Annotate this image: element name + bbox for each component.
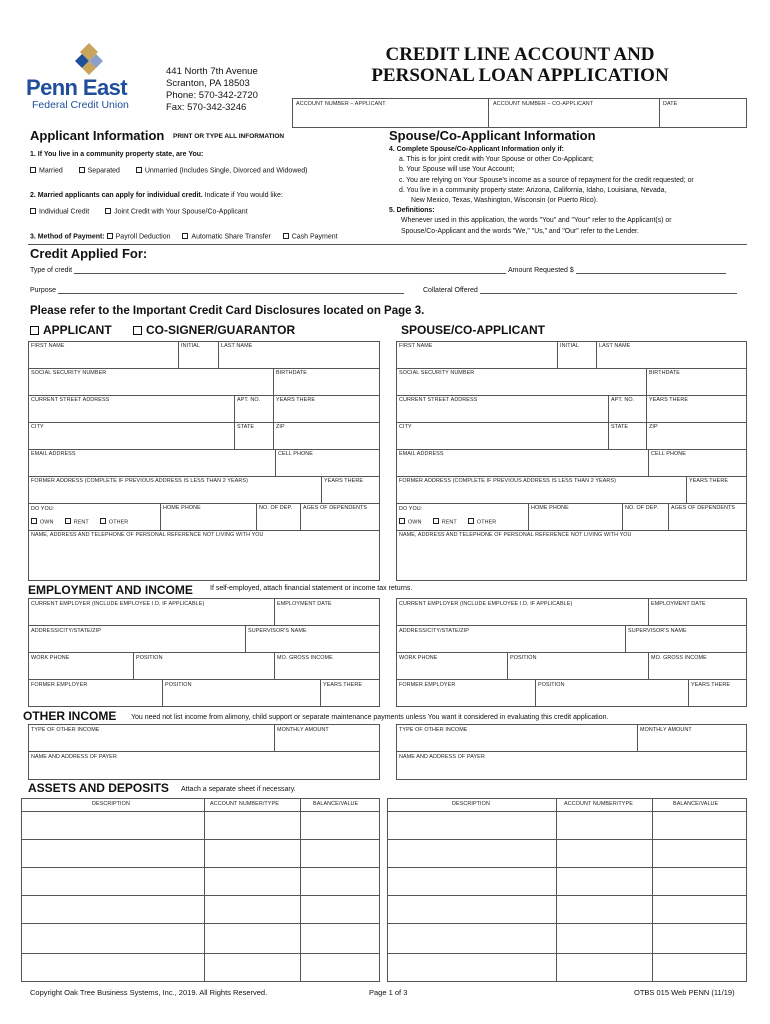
applicant-assets-col-description: DESCRIPTION (92, 801, 130, 807)
spouse-info-heading: Spouse/Co-Applicant Information (389, 128, 596, 143)
cosigner-label: CO-SIGNER/GUARANTOR (146, 323, 296, 337)
cash-payment-checkbox[interactable] (283, 233, 289, 239)
item4-d-cont: New Mexico, Texas, Washington, Wisconsin (or Puerto Rico). (411, 197, 598, 205)
logo-name: Penn East (26, 75, 127, 100)
address-street: 441 North 7th Avenue (166, 66, 258, 77)
joint-credit-label: Joint Credit with Your Spouse/Co-Applicant (114, 208, 248, 216)
applicant-no-dep-field[interactable]: NO. OF DEP. (259, 505, 293, 511)
item5-text: 5. Definitions: (389, 207, 435, 215)
address-phone: Phone: 570-342-2720 (166, 90, 258, 101)
applicant-rent-checkbox[interactable] (65, 518, 71, 524)
spouse-former-address-field[interactable]: FORMER ADDRESS (COMPLETE IF PREVIOUS ADDRESS IS LESS THAN 2 YEARS) (399, 478, 616, 484)
applicant-email-field[interactable]: EMAIL ADDRESS (31, 451, 76, 457)
spouse-gross-income-field[interactable]: MO. GROSS INCOME (651, 655, 707, 661)
auto-share-transfer-checkbox[interactable] (182, 233, 188, 239)
spouse-apt-field[interactable]: APT. NO. (611, 397, 635, 403)
applicant-ssn-field[interactable]: SOCIAL SECURITY NUMBER (31, 370, 107, 376)
spouse-rent-label: RENT (441, 519, 457, 526)
spouse-ssn-field[interactable]: SOCIAL SECURITY NUMBER (399, 370, 475, 376)
spouse-cell-field[interactable]: CELL PHONE (651, 451, 686, 457)
purpose-label: Purpose (30, 287, 57, 294)
spouse-employer-address-field[interactable]: ADDRESS/CITY/STATE/ZIP (399, 628, 469, 634)
spouse-home-phone-field[interactable]: HOME PHONE (531, 505, 569, 511)
q2-rest: Indicate if You would like: (202, 192, 283, 199)
form-title (330, 44, 710, 86)
spouse-own-label: OWN (408, 519, 422, 526)
applicant-current-employer-field[interactable]: CURRENT EMPLOYER (INCLUDE EMPLOYEE I.D. IF APPLICABLE) (31, 601, 205, 607)
applicant-birthdate-field[interactable]: BIRTHDATE (276, 370, 307, 376)
item5-line2: Spouse/Co-Applicant and the words "We," "Us," and "Our" refer to the Lender. (401, 227, 639, 235)
amount-requested-field[interactable] (576, 266, 726, 274)
spouse-street-field[interactable]: CURRENT STREET ADDRESS (399, 397, 478, 403)
applicant-checkbox[interactable] (30, 326, 39, 335)
spouse-payer-field[interactable]: NAME AND ADDRESS OF PAYER (399, 754, 485, 760)
auto-share-transfer-label: Automatic Share Transfer (191, 233, 271, 241)
spouse-supervisor-field[interactable]: SUPERVISOR'S NAME (628, 628, 687, 634)
applicant-payer-field[interactable]: NAME AND ADDRESS OF PAYER (31, 754, 117, 760)
address-city: Scranton, PA 18503 (166, 78, 250, 89)
spouse-former-employer-field[interactable]: FORMER EMPLOYER (399, 682, 456, 688)
applicant-former-years-field[interactable]: YEARS THERE (324, 478, 364, 484)
applicant-supervisor-field[interactable]: SUPERVISOR'S NAME (248, 628, 307, 634)
spouse-last-name-field[interactable]: LAST NAME (599, 343, 631, 349)
applicant-assets-col-balance: BALANCE/VALUE (313, 801, 359, 807)
applicant-ages-dep-field[interactable]: AGES OF DEPENDENTS (303, 505, 368, 511)
spouse-birthdate-field[interactable]: BIRTHDATE (649, 370, 680, 376)
spouse-other-label: OTHER (476, 519, 497, 526)
type-of-credit-label: Type of credit (30, 267, 73, 274)
footer-form-id: OTBS 015 Web PENN (11/19) (634, 988, 735, 997)
applicant-other-income-type-field[interactable]: TYPE OF OTHER INCOME (31, 727, 100, 733)
spouse-position-field[interactable]: POSITION (510, 655, 537, 661)
item4-b: b. Your Spouse will use Your Account; (399, 166, 515, 174)
spouse-other-income-monthly-field[interactable]: MONTHLY AMOUNT (640, 727, 692, 733)
spouse-state-field[interactable]: STATE (611, 424, 629, 430)
applicant-own-label: OWN (40, 519, 54, 526)
spouse-no-dep-field[interactable]: NO. OF DEP. (625, 505, 659, 511)
spouse-assets-col-account: ACCOUNT NUMBER/TYPE (564, 801, 633, 807)
spouse-email-field[interactable]: EMAIL ADDRESS (399, 451, 444, 457)
applicant-work-phone-field[interactable]: WORK PHONE (31, 655, 70, 661)
spouse-assets-col-description: DESCRIPTION (452, 801, 490, 807)
assets-heading: ASSETS AND DEPOSITS (28, 781, 169, 795)
spouse-initial-field[interactable]: INITIAL (560, 343, 579, 349)
married-label: Married (39, 167, 63, 175)
q2-bold: 2. Married applicants can apply for individual credit. (30, 192, 203, 199)
applicant-employment-date-field[interactable]: EMPLOYMENT DATE (277, 601, 332, 607)
employment-note: If self-employed, attach financial statement or income tax returns. (210, 585, 413, 592)
item5-line1: Whenever used in this application, the words "You" and "Your" refer to the Applicant(s) or (401, 217, 672, 225)
spouse-personal-grid (396, 341, 747, 581)
applicant-do-you-label: DO YOU: (31, 506, 55, 512)
employment-heading: EMPLOYMENT AND INCOME (28, 583, 193, 597)
applicant-city-field[interactable]: CITY (31, 424, 44, 430)
spouse-own-checkbox[interactable] (399, 518, 405, 524)
logo-mark-icon (72, 42, 106, 76)
spouse-current-employer-field[interactable]: CURRENT EMPLOYER (INCLUDE EMPLOYEE I.D. IF APPLICABLE) (399, 601, 573, 607)
applicant-assets-table (21, 798, 380, 982)
applicant-home-phone-field[interactable]: HOME PHONE (163, 505, 201, 511)
account-number-coapplicant-field[interactable]: ACCOUNT NUMBER – CO-APPLICANT (493, 101, 594, 107)
applicant-initial-field[interactable]: INITIAL (181, 343, 200, 349)
spouse-work-phone-field[interactable]: WORK PHONE (399, 655, 438, 661)
spouse-employment-date-field[interactable]: EMPLOYMENT DATE (651, 601, 706, 607)
disclosure-note: Please refer to the Important Credit Card Disclosures located on Page 3. (30, 305, 425, 317)
logo (26, 42, 151, 114)
individual-credit-checkbox[interactable] (30, 208, 36, 214)
applicant-former-position-field[interactable]: POSITION (165, 682, 192, 688)
footer-page: Page 1 of 3 (369, 988, 408, 997)
spouse-city-field[interactable]: CITY (399, 424, 412, 430)
credit-applied-heading: Credit Applied For: (30, 246, 148, 261)
applicant-reference-field[interactable]: NAME, ADDRESS AND TELEPHONE OF PERSONAL REFERENCE NOT LIVING WITH YOU (31, 532, 264, 538)
collateral-field[interactable] (480, 286, 737, 294)
spouse-first-name-field[interactable]: FIRST NAME (399, 343, 433, 349)
applicant-zip-field[interactable]: ZIP (276, 424, 285, 430)
address-block (166, 66, 258, 114)
amount-requested-label: Amount Requested $ (508, 267, 574, 274)
footer-copyright: Copyright Oak Tree Business Systems, Inc., 2019. All Rights Reserved. (30, 988, 268, 997)
type-of-credit-field[interactable] (74, 266, 506, 274)
payroll-deduction-label: Payroll Deduction (115, 233, 171, 241)
assets-note: Attach a separate sheet if necessary. (181, 786, 296, 793)
spouse-ages-dep-field[interactable]: AGES OF DEPENDENTS (671, 505, 736, 511)
applicant-other-income-monthly-field[interactable]: MONTHLY AMOUNT (277, 727, 329, 733)
item4-a: a. This is for joint credit with Your Spouse or other Co-Applicant; (399, 156, 594, 164)
spouse-former-years-there-field[interactable]: YEARS THERE (691, 682, 731, 688)
spouse-zip-field[interactable]: ZIP (649, 424, 658, 430)
spouse-do-you-label: DO YOU: (399, 506, 423, 512)
applicant-other-label: OTHER (108, 519, 129, 526)
applicant-gross-income-field[interactable]: MO. GROSS INCOME (277, 655, 333, 661)
applicant-first-name-field[interactable]: FIRST NAME (31, 343, 65, 349)
applicant-rent-label: RENT (73, 519, 89, 526)
applicant-cell-field[interactable]: CELL PHONE (278, 451, 313, 457)
spouse-former-years-field[interactable]: YEARS THERE (689, 478, 729, 484)
spouse-assets-table (387, 798, 747, 982)
applicant-own-checkbox[interactable] (31, 518, 37, 524)
applicant-former-years-there-field[interactable]: YEARS THERE (323, 682, 363, 688)
form-title-line1: CREDIT LINE ACCOUNT AND (385, 44, 655, 65)
applicant-info-heading: Applicant Information (30, 128, 165, 143)
spouse-other-checkbox[interactable] (468, 518, 474, 524)
applicant-position-field[interactable]: POSITION (136, 655, 163, 661)
applicant-apt-field[interactable]: APT. NO. (237, 397, 261, 403)
other-income-heading: OTHER INCOME (23, 709, 117, 723)
unmarried-checkbox[interactable] (136, 167, 142, 173)
separated-label: Separated (87, 167, 120, 175)
separated-checkbox[interactable] (79, 167, 85, 173)
q3-label: 3. Method of Payment: (30, 233, 105, 241)
spouse-former-position-field[interactable]: POSITION (538, 682, 565, 688)
applicant-years-there-field[interactable]: YEARS THERE (276, 397, 316, 403)
cash-payment-label: Cash Payment (291, 233, 338, 241)
q1-text: 1. If You live in a community property state, are You: (30, 151, 204, 158)
applicant-former-address-field[interactable]: FORMER ADDRESS (COMPLETE IF PREVIOUS ADDRESS IS LESS THAN 2 YEARS) (31, 478, 248, 484)
spouse-rent-checkbox[interactable] (433, 518, 439, 524)
unmarried-label: Unmarried (Includes Single, Divorced and Widowed) (144, 167, 308, 175)
applicant-other-checkbox[interactable] (100, 518, 106, 524)
payroll-deduction-checkbox[interactable] (107, 233, 113, 239)
applicant-street-field[interactable]: CURRENT STREET ADDRESS (31, 397, 110, 403)
form-title-line2: PERSONAL LOAN APPLICATION (371, 65, 669, 86)
spouse-assets-col-balance: BALANCE/VALUE (673, 801, 719, 807)
applicant-assets-col-account: ACCOUNT NUMBER/TYPE (210, 801, 279, 807)
spouse-coapplicant-label: SPOUSE/CO-APPLICANT (401, 323, 546, 337)
applicant-last-name-field[interactable]: LAST NAME (221, 343, 253, 349)
applicant-info-subheading: PRINT OR TYPE ALL INFORMATION (173, 133, 285, 140)
item4-text: 4. Complete Spouse/Co-Applicant Information only if: (389, 146, 564, 153)
married-checkbox[interactable] (30, 167, 36, 173)
other-income-note: You need not list income from alimony, child support or separate maintenance payments unless You want it considered in evaluating this credit application. (131, 714, 609, 721)
purpose-field[interactable] (58, 286, 404, 294)
applicant-state-field[interactable]: STATE (237, 424, 255, 430)
cosigner-checkbox[interactable] (133, 326, 142, 335)
applicant-label: APPLICANT (43, 323, 112, 337)
account-number-applicant-field[interactable]: ACCOUNT NUMBER – APPLICANT (296, 101, 386, 107)
collateral-label: Collateral Offered (423, 287, 478, 294)
address-fax: Fax: 570-342-3246 (166, 102, 247, 113)
logo-subtitle: Federal Credit Union (32, 99, 129, 111)
applicant-personal-grid (28, 341, 380, 581)
spouse-years-there-field[interactable]: YEARS THERE (649, 397, 689, 403)
joint-credit-checkbox[interactable] (105, 208, 111, 214)
applicant-former-employer-field[interactable]: FORMER EMPLOYER (31, 682, 88, 688)
applicant-employer-address-field[interactable]: ADDRESS/CITY/STATE/ZIP (31, 628, 101, 634)
spouse-reference-field[interactable]: NAME, ADDRESS AND TELEPHONE OF PERSONAL REFERENCE NOT LIVING WITH YOU (399, 532, 632, 538)
spouse-info-text (389, 145, 694, 237)
item4-d: d. You live in a community property state: Arizona, California, Idaho, Louisiana, Nevada, (399, 186, 667, 194)
individual-credit-label: Individual Credit (39, 208, 90, 216)
date-field[interactable]: DATE (663, 101, 678, 107)
spouse-other-income-type-field[interactable]: TYPE OF OTHER INCOME (399, 727, 468, 733)
item4-c: c. You are relying on Your Spouse's income as a source of repayment for the credit requested; or (399, 176, 694, 184)
